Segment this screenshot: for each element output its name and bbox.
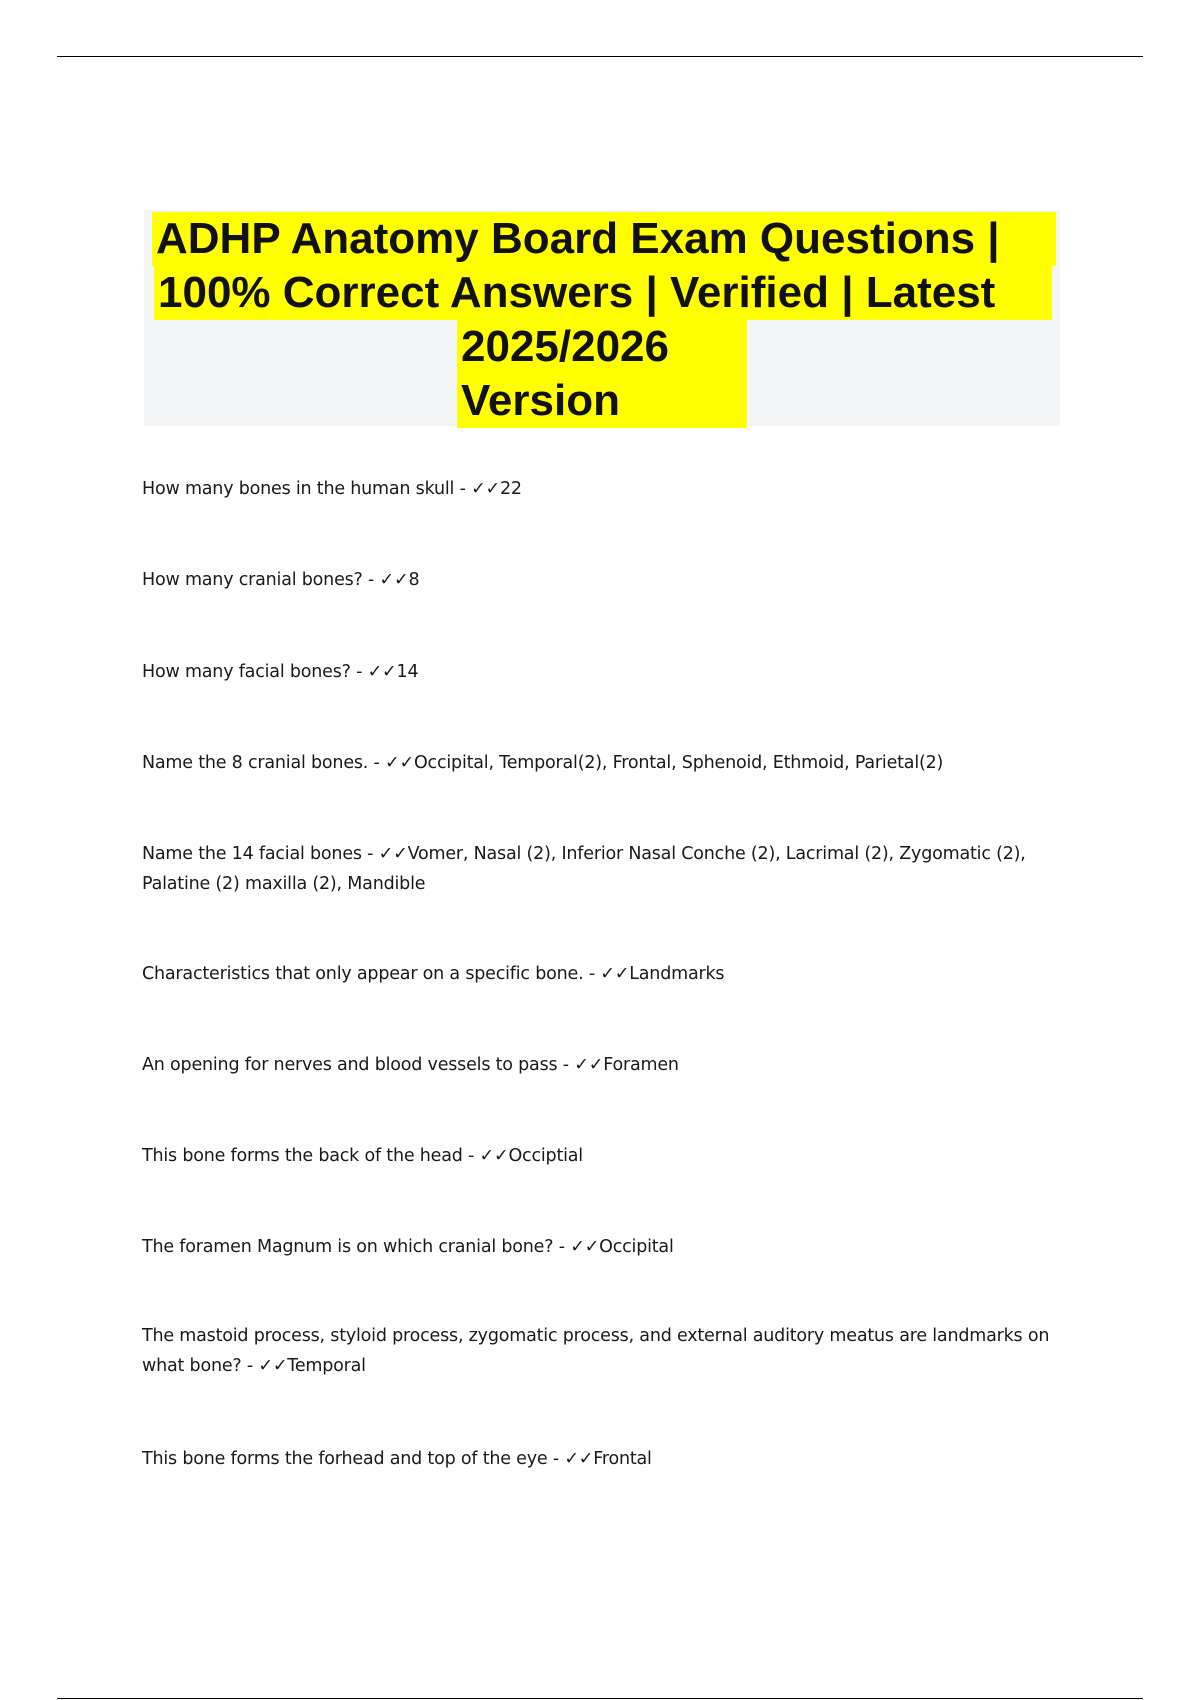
separator: - bbox=[362, 570, 380, 590]
question-text: An opening for nerves and blood vessels to pass bbox=[142, 1055, 558, 1075]
check-icon: ✓✓ bbox=[471, 479, 500, 499]
answer-text: Temporal bbox=[287, 1356, 366, 1376]
title-line-4: Version bbox=[457, 374, 747, 428]
check-icon: ✓✓ bbox=[379, 570, 409, 590]
separator: - bbox=[350, 662, 368, 682]
title-line-3: 2025/2026 bbox=[457, 320, 747, 374]
question-text: The mastoid process, styloid process, zygomatic process, and external auditory meatus are landmarks on what bone? bbox=[142, 1326, 1050, 1376]
check-icon: ✓✓ bbox=[479, 1146, 509, 1166]
qa-item bbox=[142, 1050, 1072, 1080]
answer-text: Frontal bbox=[593, 1449, 652, 1469]
check-icon: ✓✓ bbox=[378, 844, 408, 864]
qa-item bbox=[142, 959, 1072, 989]
qa-item bbox=[142, 1444, 1072, 1474]
answer-text: 14 bbox=[396, 662, 419, 682]
qa-item bbox=[142, 565, 1072, 595]
question-text: How many facial bones? bbox=[142, 662, 351, 682]
answer-text: Occiptial bbox=[508, 1146, 583, 1166]
question-text: This bone forms the forhead and top of the eye bbox=[142, 1449, 548, 1469]
question-text: The foramen Magnum is on which cranial bone? bbox=[142, 1237, 554, 1257]
separator: - bbox=[241, 1356, 259, 1376]
qa-item bbox=[142, 1321, 1072, 1381]
separator: - bbox=[368, 753, 386, 773]
question-text: Characteristics that only appear on a specific bone. bbox=[142, 964, 584, 984]
check-icon: ✓✓ bbox=[385, 753, 414, 773]
separator: - bbox=[583, 964, 601, 984]
check-icon: ✓✓ bbox=[564, 1449, 594, 1469]
check-icon: ✓✓ bbox=[258, 1356, 288, 1376]
question-text: Name the 8 cranial bones. bbox=[142, 753, 369, 773]
qa-item bbox=[142, 839, 1072, 899]
check-icon: ✓✓ bbox=[574, 1055, 604, 1075]
check-icon: ✓✓ bbox=[570, 1237, 600, 1257]
answer-text: Vomer, Nasal (2), Inferior Nasal Conche (2), Lacrimal (2), Zygomatic (2), Palatine (2) maxilla (2), Mandible bbox=[142, 844, 1026, 894]
answer-text: Foramen bbox=[603, 1055, 679, 1075]
separator: - bbox=[454, 479, 472, 499]
question-text: This bone forms the back of the head bbox=[142, 1146, 463, 1166]
qa-item bbox=[142, 657, 1072, 687]
answer-text: 8 bbox=[408, 570, 420, 590]
answer-text: Occipital, Temporal(2), Frontal, Sphenoid, Ethmoid, Parietal(2) bbox=[413, 753, 944, 773]
bottom-rule bbox=[57, 1698, 1143, 1699]
answer-text: Occipital bbox=[599, 1237, 674, 1257]
question-text: How many cranial bones? bbox=[142, 570, 363, 590]
title-line-1: ADHP Anatomy Board Exam Questions | bbox=[152, 212, 1056, 266]
qa-item bbox=[142, 1232, 1072, 1262]
answer-text: 22 bbox=[500, 479, 522, 499]
answer-text: Landmarks bbox=[629, 964, 725, 984]
check-icon: ✓✓ bbox=[367, 662, 397, 682]
separator: - bbox=[462, 1146, 480, 1166]
question-text: How many bones in the human skull bbox=[142, 479, 455, 499]
separator: - bbox=[557, 1055, 575, 1075]
question-text: Name the 14 facial bones bbox=[142, 844, 362, 864]
separator: - bbox=[361, 844, 379, 864]
check-icon: ✓✓ bbox=[600, 964, 630, 984]
qa-item bbox=[142, 748, 1072, 778]
top-rule bbox=[57, 56, 1143, 57]
qa-item bbox=[142, 474, 1072, 504]
title-line-2: 100% Correct Answers | Verified | Latest bbox=[154, 266, 1052, 320]
qa-item bbox=[142, 1141, 1072, 1171]
separator: - bbox=[553, 1237, 571, 1257]
separator: - bbox=[547, 1449, 565, 1469]
